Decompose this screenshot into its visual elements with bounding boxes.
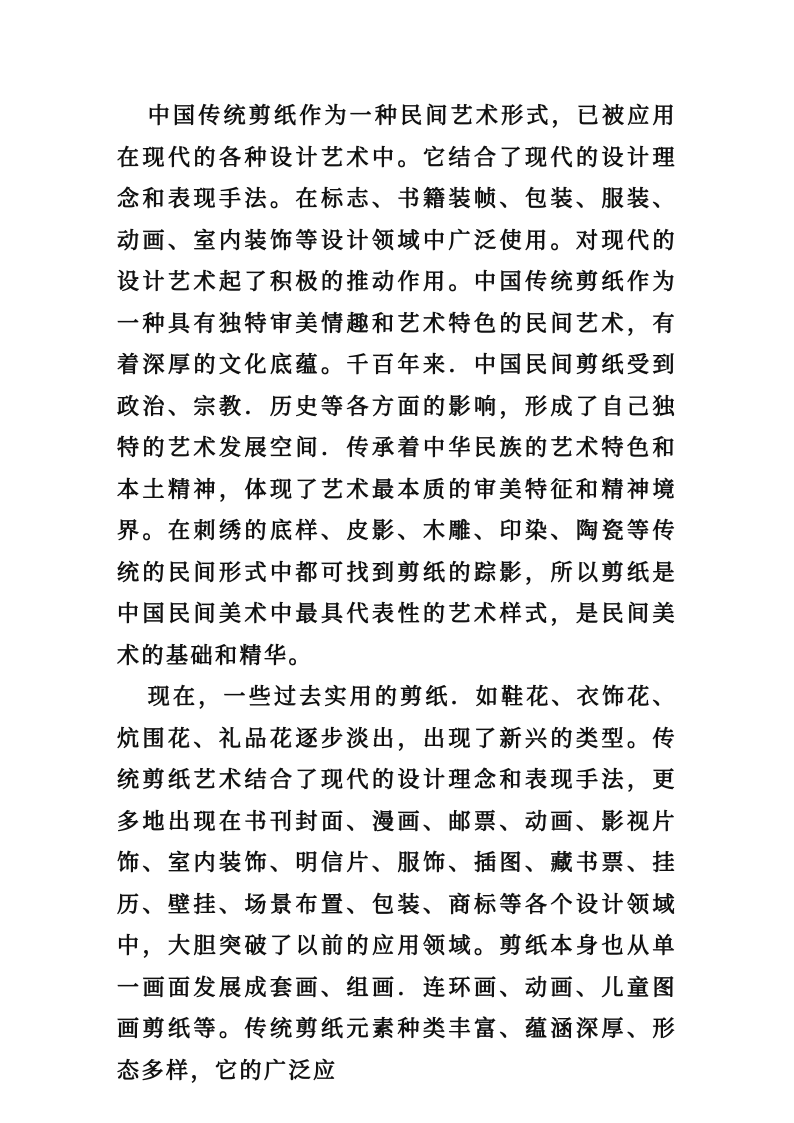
paragraph-1: 中国传统剪纸作为一种民间艺术形式，已被应用在现代的各种设计艺术中。它结合了现代的设计理念和表现手法。在标志、书籍装帧、包装、服装、动画、室内装饰等设计领域中广泛使用。对现代的设计艺术起了积极的推动作用。中国传统剪纸作为一种具有独特审美情趣和艺术特色的民间艺术，有着深厚的文化底蕴。千百年来．中国民间剪纸受到政治、宗教．历史等各方面的影响，形成了自己独特的艺术发展空间．传承着中华民族的艺术特色和本土精神，体现了艺术最本质的审美特征和精神境界。在刺绣的底样、皮影、木雕、印染、陶瓷等传统的民间形式中都可找到剪纸的踪影，所以剪纸是中国民间美术中最具代表性的艺术样式，是民间美术的基础和精华。 <box>117 103 677 669</box>
document-page <box>117 96 677 1092</box>
paragraph-2: 现在，一些过去实用的剪纸．如鞋花、衣饰花、炕围花、礼品花逐步淡出，出现了新兴的类型。传统剪纸艺术结合了现代的设计理念和表现手法，更多地出现在书刊封面、漫画、邮票、动画、影视片饰、室内装饰、明信片、服饰、插图、藏书票、挂历、壁挂、场景布置、包装、商标等各个设计领域中，大胆突破了以前的应用领域。剪纸本身也从单一画面发展成套画、组画．连环画、动画、儿童图画剪纸等。传统剪纸元素种类丰富、蕴涵深厚、形态多样，它的广泛应 <box>117 684 677 1084</box>
